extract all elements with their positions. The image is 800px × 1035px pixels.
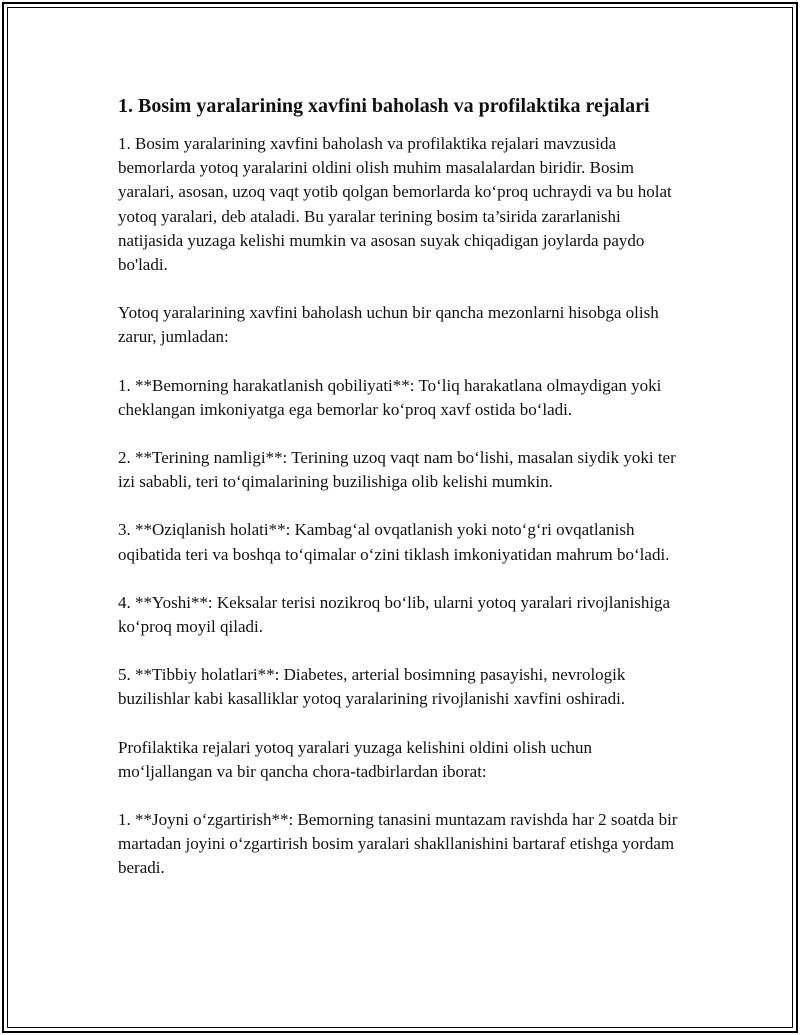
paragraph-repositioning: 1. **Joyni o‘zgartirish**: Bemorning tanasini muntazam ravishda har 2 soatda bir martadan joyini o‘zgartirish bosim yaralari shakllanishini bartaraf etishga yordam beradi.	[118, 810, 678, 878]
paragraph-age: 4. **Yoshi**: Keksalar terisi nozikroq bo‘lib, ularni yotoq yaralari rivojlanishiga ko‘proq moyil qiladi.	[118, 592, 671, 637]
document-body	[118, 92, 680, 905]
paragraph-criteria-lead: Yotoq yaralarining xavfini baholash uchun bir qancha mezonlarni hisobga olish zarur, jumladan:	[118, 303, 659, 347]
paragraph-intro: 1. Bosim yaralarining xavfini baholash va profilaktika rejalari mavzusida bemorlarda yotoq yaralarini oldini olish muhim masalalardan biridir. Bosim yaralari, asosan, uzoq vaqt yotib qolgan bemorlarda ko‘proq uchraydi va bu holat yotoq yaralari, deb ataladi. Bu yaralar terining bosim ta’sirida zararlanishi natijasida yuzaga kelishi mumkin va asosan suyak chiqadigan joylarda paydo bo'ladi.	[118, 134, 672, 275]
paragraph-mobility: 1. **Bemorning harakatlanish qobiliyati**: To‘liq harakatlana olmaydigan yoki cheklangan imkoniyatga ega bemorlar ko‘proq xavf ostida bo‘ladi.	[118, 375, 662, 419]
paragraph-skin-moisture: 2. **Terining namligi**: Terining uzoq vaqt nam bo‘lishi, masalan siydik yoki ter izi sababli, teri to‘qimalarining buzilishiga olib kelishi mumkin.	[118, 448, 676, 492]
paragraph-nutrition: 3. **Oziqlanish holati**: Kambag‘al ovqatlanish yoki noto‘g‘ri ovqatlanish oqibatida teri va boshqa to‘qimalar o‘zini tiklash imkoniyatidan mahrum bo‘ladi.	[118, 520, 670, 564]
paragraph-medical-conditions: 5. **Tibbiy holatlari**: Diabetes, arterial bosimning pasayishi, nevrologik buzilishlar kabi kasalliklar yotoq yaralarining rivojlanishi xavfini oshiradi.	[118, 665, 626, 709]
document-title: 1. Bosim yaralarining xavfini baholash va profilaktika rejalari	[118, 95, 650, 117]
paragraph-prevention-lead: Profilaktika rejalari yotoq yaralari yuzaga kelishini oldini olish uchun mo‘ljallangan va bir qancha chora-tadbirlardan iborat:	[118, 737, 592, 781]
